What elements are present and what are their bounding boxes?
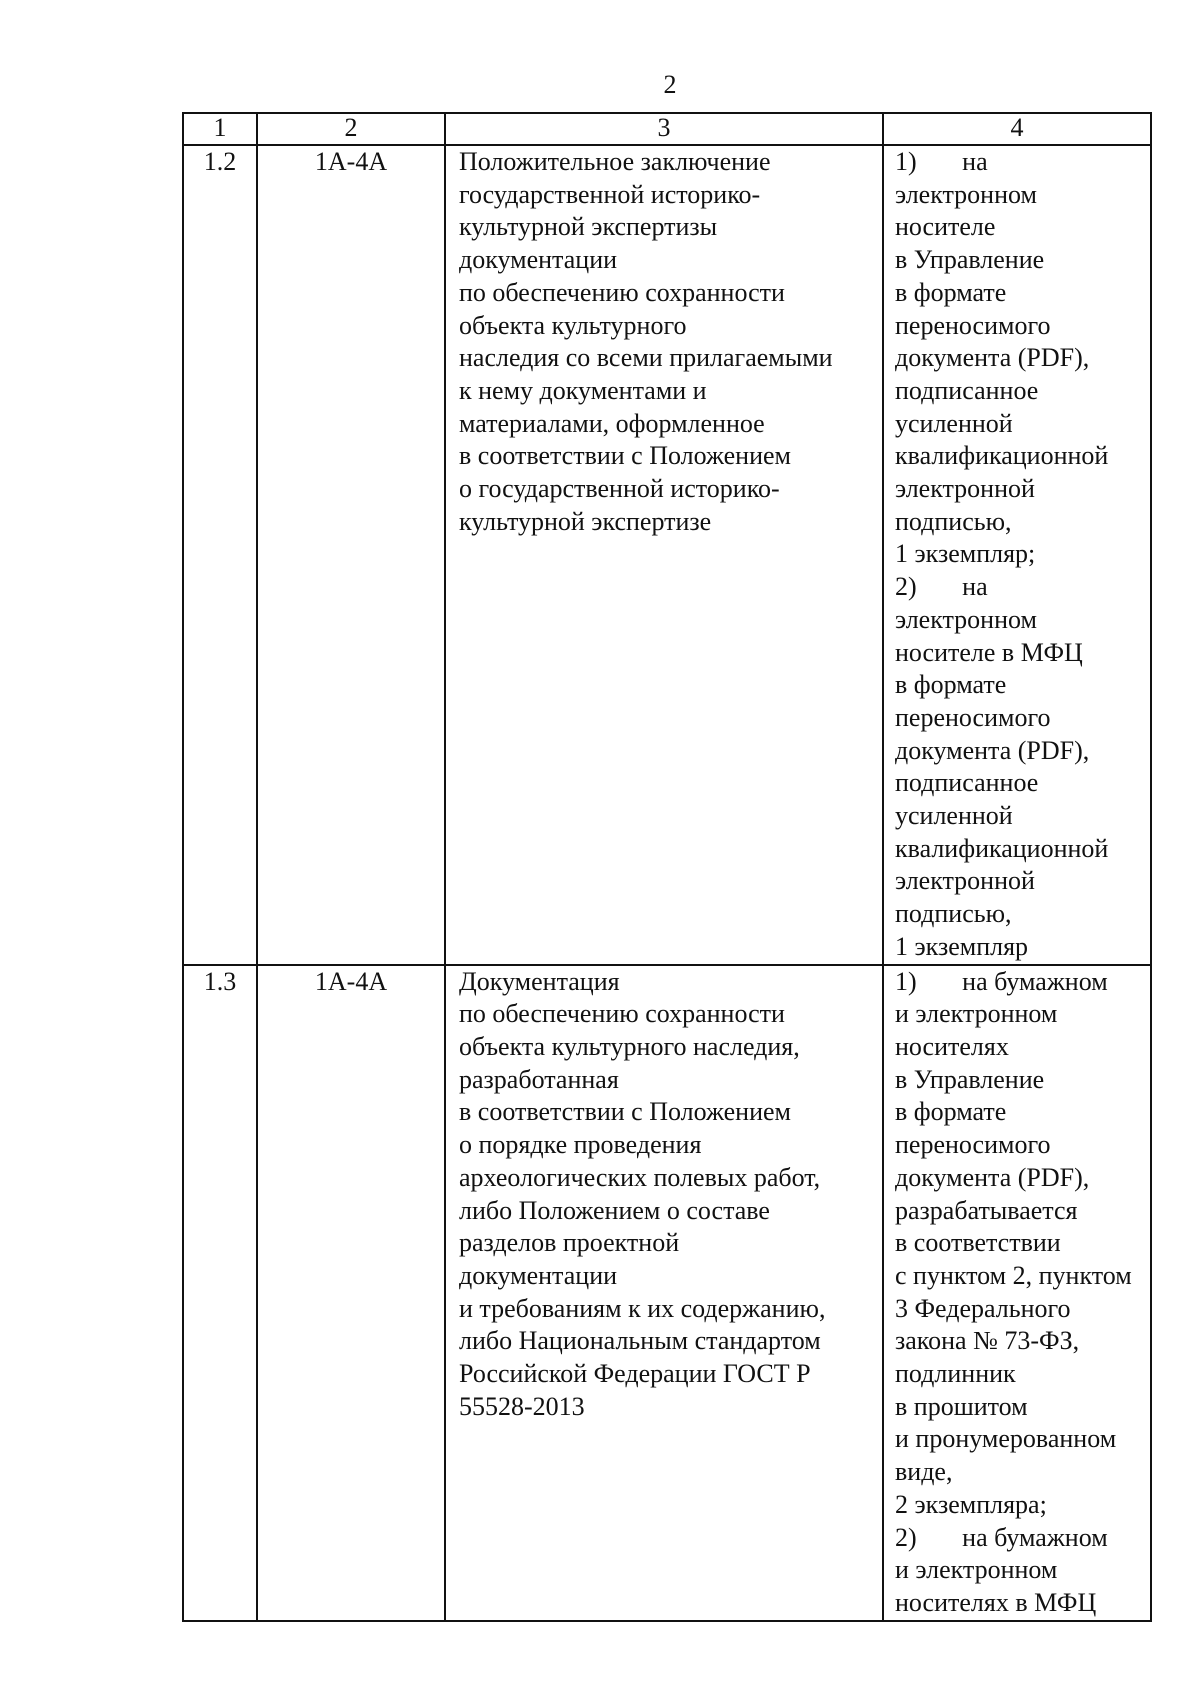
text-line: переносимого <box>895 702 1051 732</box>
text-line: переносимого <box>895 310 1051 340</box>
text-line: носителях в МФЦ <box>895 1587 1097 1617</box>
document-table <box>182 112 1152 1622</box>
table-header-row <box>183 113 1151 145</box>
text-line: документа (PDF), <box>895 1162 1090 1192</box>
text-line: и электронном <box>895 1555 1058 1585</box>
text-line: археологических полевых работ, <box>459 1162 821 1192</box>
text-line: либо Национальным стандартом <box>459 1326 821 1356</box>
text-line: культурной экспертизе <box>459 506 712 536</box>
text-line: в формате <box>895 277 1007 307</box>
text-line: 1) на <box>895 147 988 176</box>
text-line: 2) на <box>895 572 988 602</box>
text-line: Российской Федерации ГОСТ Р <box>459 1359 811 1389</box>
text-line: документации <box>459 1260 618 1290</box>
header-col-4: 4 <box>883 113 1151 145</box>
text-line: 1 экземпляр; <box>895 539 1036 569</box>
text-line: носителе в МФЦ <box>895 637 1083 667</box>
text-line: в формате <box>895 1097 1007 1127</box>
text-line: носителе <box>895 212 996 242</box>
text-line: подписью, <box>895 506 1012 536</box>
text-line: Документация <box>459 966 620 996</box>
text-line: к нему документами и <box>459 375 707 405</box>
text-line: виде, <box>895 1457 953 1487</box>
text-line: о порядке проведения <box>459 1130 702 1160</box>
text-line: документации <box>459 245 618 275</box>
row-code: 1А-4А <box>257 965 445 1621</box>
table-row <box>183 965 1151 1621</box>
text-line: государственной историко- <box>459 179 761 209</box>
text-line: в Управление <box>895 245 1045 275</box>
text-line: либо Положением о составе <box>459 1195 770 1225</box>
row-description <box>445 145 883 965</box>
text-line: в соответствии <box>895 1228 1061 1258</box>
text-line: подписанное <box>895 768 1039 798</box>
text-line: разрабатывается <box>895 1195 1078 1225</box>
row-number: 1.2 <box>183 145 257 965</box>
text-line: 2) на бумажном <box>895 1522 1108 1552</box>
row-description <box>445 965 883 1621</box>
text-line: материалами, оформленное <box>459 408 765 438</box>
text-line: носителях <box>895 1031 1009 1061</box>
row-number: 1.3 <box>183 965 257 1621</box>
text-line: по обеспечению сохранности <box>459 999 785 1029</box>
text-line: в соответствии с Положением <box>459 441 791 471</box>
text-line: 3 Федерального <box>895 1293 1071 1323</box>
header-col-3: 3 <box>445 113 883 145</box>
text-line: разделов проектной <box>459 1228 680 1258</box>
text-line: документа (PDF), <box>895 343 1090 373</box>
text-line: о государственной историко- <box>459 474 780 504</box>
text-line: Положительное заключение <box>459 147 771 176</box>
text-line: подлинник <box>895 1359 1016 1389</box>
text-line: культурной экспертизы <box>459 212 718 242</box>
text-line: и требованиям к их содержанию, <box>459 1293 826 1323</box>
header-col-1: 1 <box>183 113 257 145</box>
text-line: электронной <box>895 866 1035 896</box>
row-code: 1А-4А <box>257 145 445 965</box>
text-line: разработанная <box>459 1064 619 1094</box>
text-line: электронном <box>895 604 1037 634</box>
text-line: подписанное <box>895 375 1039 405</box>
row-form <box>883 145 1151 965</box>
text-line: объекта культурного <box>459 310 687 340</box>
text-line: 2 экземпляра; <box>895 1489 1047 1519</box>
text-line: подписью, <box>895 899 1012 929</box>
row-form <box>883 965 1151 1621</box>
text-line: в прошитом <box>895 1391 1028 1421</box>
text-line: переносимого <box>895 1130 1051 1160</box>
text-line: квалификационной <box>895 833 1109 863</box>
text-line: в формате <box>895 670 1007 700</box>
text-line: с пунктом 2, пунктом <box>895 1260 1132 1290</box>
text-line: в соответствии с Положением <box>459 1097 791 1127</box>
text-line: документа (PDF), <box>895 735 1090 765</box>
text-line: 55528-2013 <box>459 1391 585 1421</box>
text-line: 1 экземпляр <box>895 931 1029 961</box>
text-line: по обеспечению сохранности <box>459 277 785 307</box>
text-line: и электронном <box>895 999 1058 1029</box>
text-line: наследия со всеми прилагаемыми <box>459 343 833 373</box>
page-number: 2 <box>663 70 677 99</box>
header-col-2: 2 <box>257 113 445 145</box>
text-line: усиленной <box>895 801 1013 831</box>
table-row <box>183 145 1151 965</box>
text-line: и пронумерованном <box>895 1424 1117 1454</box>
text-line: электронном <box>895 179 1037 209</box>
text-line: квалификационной <box>895 441 1109 471</box>
text-line: в Управление <box>895 1064 1045 1094</box>
text-line: закона № 73-ФЗ, <box>895 1326 1080 1356</box>
text-line: 1) на бумажном <box>895 966 1108 996</box>
text-line: объекта культурного наследия, <box>459 1031 800 1061</box>
text-line: электронной <box>895 474 1035 504</box>
text-line: усиленной <box>895 408 1013 438</box>
